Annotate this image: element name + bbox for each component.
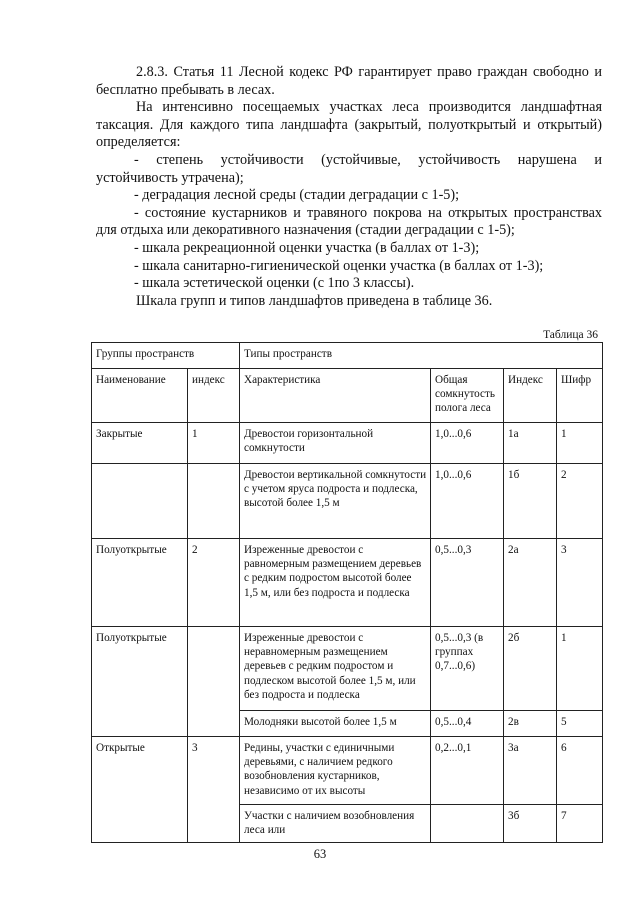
cell-index: 1	[188, 423, 240, 464]
cell-idx: 1а	[504, 423, 557, 464]
body-text	[96, 64, 602, 310]
cell-code: 3	[557, 539, 603, 627]
header-groups: Группы пространств	[92, 343, 240, 369]
cell-closure: 0,2...0,1	[431, 737, 504, 805]
paragraph-article-11: 2.8.3. Статья 11 Лесной кодекс РФ гарантирует право граждан свободно и бесплатно пребывать в лесах.	[96, 64, 602, 98]
cell-code: 2	[557, 464, 603, 539]
col-header-code: Шифр	[557, 369, 603, 423]
table-subheader-row	[92, 369, 603, 423]
list-item-shrubs-grass: - состояние кустарников и травяного покрова на открытых пространствах для отдыха или декоративного назначения (стадии деградации с 1-5);	[96, 204, 602, 239]
cell-closure: 0,5...0,4	[431, 711, 504, 737]
table-row	[92, 627, 603, 711]
page-number: 63	[313, 847, 327, 861]
table-row	[92, 464, 603, 539]
col-header-characteristic: Характеристика	[240, 369, 431, 423]
cell-closure: 0,5...0,3	[431, 539, 504, 627]
col-header-closure: Общая сомкнутость полога леса	[431, 369, 504, 423]
cell-closure: 1,0...0,6	[431, 464, 504, 539]
cell-idx: 2в	[504, 711, 557, 737]
cell-code: 7	[557, 805, 603, 843]
cell-code: 5	[557, 711, 603, 737]
cell-name: Полуоткрытые	[92, 539, 188, 627]
cell-idx: 2б	[504, 627, 557, 711]
list-item-aesthetic-scale: - шкала эстетической оценки (с 1по 3 классы).	[134, 275, 415, 292]
cell-idx: 3а	[504, 737, 557, 805]
cell-idx: 2а	[504, 539, 557, 627]
cell-name: Закрытые	[92, 423, 188, 464]
cell-name	[92, 464, 188, 539]
cell-index: 3	[188, 737, 240, 843]
cell-characteristic: Изреженные древостои с неравномерным размещением деревьев с редким подростом и подлеском высотой более 1,5 м, или без подроста и подлеска	[240, 627, 431, 711]
list-item-degradation: - деградация лесной среды (стадии деградации с 1-5);	[134, 187, 460, 204]
cell-idx: 1б	[504, 464, 557, 539]
cell-code: 1	[557, 423, 603, 464]
table-row	[92, 423, 603, 464]
table-row	[92, 539, 603, 627]
list-item-sanitary-scale: - шкала санитарно-гигиенической оценки участка (в баллах от 1-3);	[134, 257, 544, 274]
cell-index	[188, 464, 240, 539]
cell-idx: 3б	[504, 805, 557, 843]
cell-index	[188, 627, 240, 737]
cell-characteristic: Изреженные древостои с равномерным размещением деревьев с редким подростом высотой более 1,5 м, или без подроста и подлеска	[240, 539, 431, 627]
cell-code: 6	[557, 737, 603, 805]
cell-characteristic: Древостои горизонтальной сомкнутости	[240, 423, 431, 464]
cell-characteristic: Древостои вертикальной сомкнутости с учетом яруса подроста и подлеска, высотой более 1,5 м	[240, 464, 431, 539]
cell-code: 1	[557, 627, 603, 711]
paragraph-table-reference: Шкала групп и типов ландшафтов приведена в таблице 36.	[136, 292, 493, 309]
paragraph-landscape-taxation: На интенсивно посещаемых участках леса производится ландшафтная таксация. Для каждого типа ландшафта (закрытый, полуоткрытый и открытый) определяется:	[96, 99, 602, 151]
cell-closure: 0,5...0,3 (в группах 0,7...0,6)	[431, 627, 504, 711]
col-header-name: Наименование	[92, 369, 188, 423]
list-item-recreational-scale: - шкала рекреационной оценки участка (в баллах от 1-3);	[134, 239, 480, 256]
cell-name: Полуоткрытые	[92, 627, 188, 737]
cell-index: 2	[188, 539, 240, 627]
table-row	[92, 737, 603, 805]
table-header-row	[92, 343, 603, 369]
header-types: Типы пространств	[240, 343, 603, 369]
cell-closure	[431, 805, 504, 843]
cell-characteristic: Редины, участки с единичными деревьями, с наличием редкого возобновления кустарников, независимо от их высоты	[240, 737, 431, 805]
col-header-idx: Индекс	[504, 369, 557, 423]
cell-characteristic: Участки с наличием возобновления леса или	[240, 805, 431, 843]
landscape-types-table	[91, 342, 603, 843]
table-caption: Таблица 36	[543, 329, 598, 341]
cell-characteristic: Молодняки высотой более 1,5 м	[240, 711, 431, 737]
cell-name: Открытые	[92, 737, 188, 843]
cell-closure: 1,0...0,6	[431, 423, 504, 464]
col-header-index: индекс	[188, 369, 240, 423]
list-item-stability: - степень устойчивости (устойчивые, устойчивость нарушена и устойчивость утрачена);	[96, 151, 602, 186]
